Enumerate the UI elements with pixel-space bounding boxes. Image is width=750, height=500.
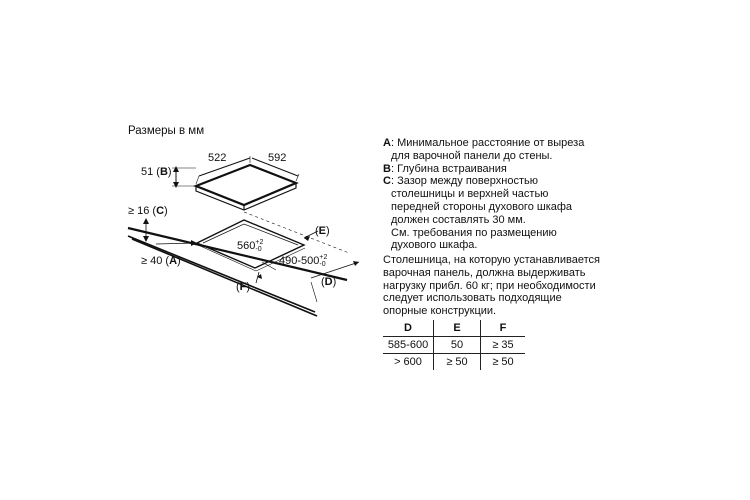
dim-a-label: ≥ 40 (A) xyxy=(141,255,181,267)
table-row xyxy=(383,354,525,371)
table-cell: ≥ 50 xyxy=(434,354,481,371)
legend-item-b: B : Глубина встраивания xyxy=(383,162,507,175)
table-cell: ≥ 50 xyxy=(492,356,514,368)
diagram-title: Размеры в мм xyxy=(128,125,205,137)
table-cell: > 600 xyxy=(383,354,434,371)
load-note: Столешница, на которую устанавливается варочная панель, должна выдерживать нагрузку прибл. 60 кг; при необходимости следует использовать подходящие опорные конструкции. xyxy=(383,254,600,318)
dim-522-label: 522 xyxy=(208,152,227,164)
dim-490-500-label: 490-500 +2 -0 xyxy=(279,254,328,268)
dim-f-label: (F) xyxy=(236,281,251,293)
legend-item-c: C : Зазор между поверхностью столешницы и верхней частью передней стороны духового шкафа должен составлять 30 мм. См. требования по размещению духового шкафа. xyxy=(383,175,573,252)
table-header-d: D xyxy=(383,320,434,337)
clearance-table xyxy=(383,320,525,370)
dim-c-label: ≥ 16 (C) xyxy=(128,205,168,217)
table-cell: 585-600 xyxy=(383,337,434,354)
dim-e-label: (E) xyxy=(315,225,330,237)
dim-592-label: 592 xyxy=(268,152,287,164)
table-cell: 50 xyxy=(434,337,481,354)
hob-top xyxy=(196,165,296,205)
dim-d-label: (D) xyxy=(321,276,337,288)
table-header-e: E xyxy=(434,320,481,337)
dim-560-label: 560 +2 -0 xyxy=(237,239,264,253)
legend xyxy=(383,137,633,252)
table-cell: ≥ 35 xyxy=(492,339,514,351)
table-header-row xyxy=(383,320,525,337)
table-row xyxy=(383,337,525,354)
table-header-f: F xyxy=(499,322,507,334)
dim-b-label: 51 (B) xyxy=(141,166,172,178)
legend-item-a: A : Минимальное расстояние от выреза для варочной панели до стены. xyxy=(383,137,585,162)
worktop-bottom-edge xyxy=(128,236,315,312)
